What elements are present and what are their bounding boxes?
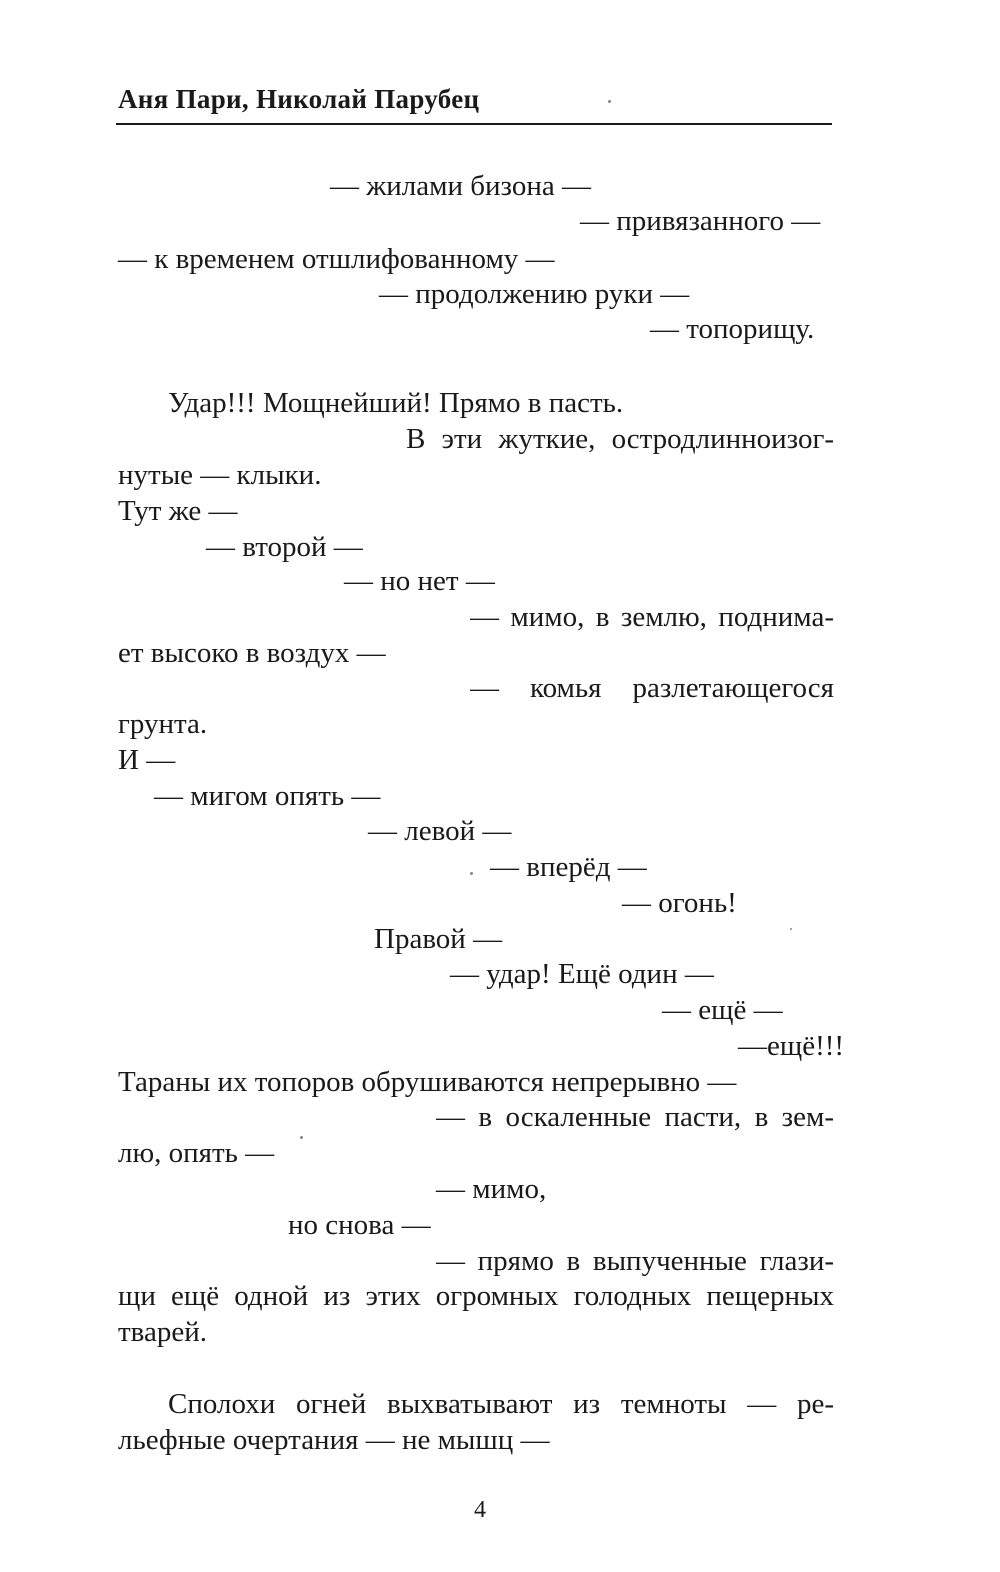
paper-speck <box>608 100 611 103</box>
paper-speck <box>470 872 473 875</box>
text-line: Тараны их топоров обрушиваются непрерывно — <box>118 1066 737 1098</box>
header-rule <box>116 123 832 125</box>
running-header: Аня Пари, Николай Парубец <box>118 84 480 114</box>
page-number: 4 <box>474 1497 486 1523</box>
text-line: грунта. <box>118 708 208 740</box>
text-line: — жилами бизона — <box>330 170 591 202</box>
text-line: — к временем отшлифованному — <box>118 243 555 275</box>
text-line: — топорищу. <box>650 313 815 345</box>
text-line: льефные очертания — не мышц — <box>118 1424 550 1456</box>
text-line: Тут же — <box>118 495 238 527</box>
text-line: — ещё — <box>662 994 783 1026</box>
text-line: тварей. <box>118 1316 207 1348</box>
text-line: — мимо, в землю, поднима- <box>470 601 834 633</box>
paper-speck <box>300 1136 303 1139</box>
text-line: ет высоко в воздух — <box>118 637 386 669</box>
text-line: И — <box>118 744 176 776</box>
text-line: — удар! Ещё один — <box>450 958 714 990</box>
text-line: — огонь! <box>622 887 737 919</box>
text-line: — но нет — <box>344 565 495 597</box>
text-line: — продолжению руки — <box>379 278 690 310</box>
text-line: —ещё!!! <box>738 1030 845 1062</box>
text-line: лю, опять — <box>118 1137 275 1169</box>
text-line: но снова — <box>288 1209 431 1241</box>
text-line: В эти жуткие, остродлинноизог- <box>406 423 834 455</box>
paper-speck <box>790 928 792 930</box>
text-line: — мигом опять — <box>154 780 381 812</box>
text-line: — мимо, <box>436 1173 547 1205</box>
text-line: — комья разлетающегося <box>470 672 834 704</box>
text-line: — второй — <box>206 531 363 563</box>
text-line: — привязанного — <box>580 205 821 237</box>
text-line: щи ещё одной из этих огромных голодных пещерных <box>118 1280 834 1312</box>
text-line: — в оскаленные пасти, в зем- <box>436 1101 834 1133</box>
text-line: — левой — <box>368 815 512 847</box>
text-line: нутые — клыки. <box>118 459 322 491</box>
text-line: Сполохи огней выхватывают из темноты — ре- <box>168 1388 834 1420</box>
text-line: — вперёд — <box>490 851 647 883</box>
text-line: Правой — <box>374 923 503 955</box>
text-line: Удар!!! Мощнейший! Прямо в пасть. <box>168 387 624 419</box>
text-line: — прямо в выпученные глази- <box>436 1245 834 1277</box>
